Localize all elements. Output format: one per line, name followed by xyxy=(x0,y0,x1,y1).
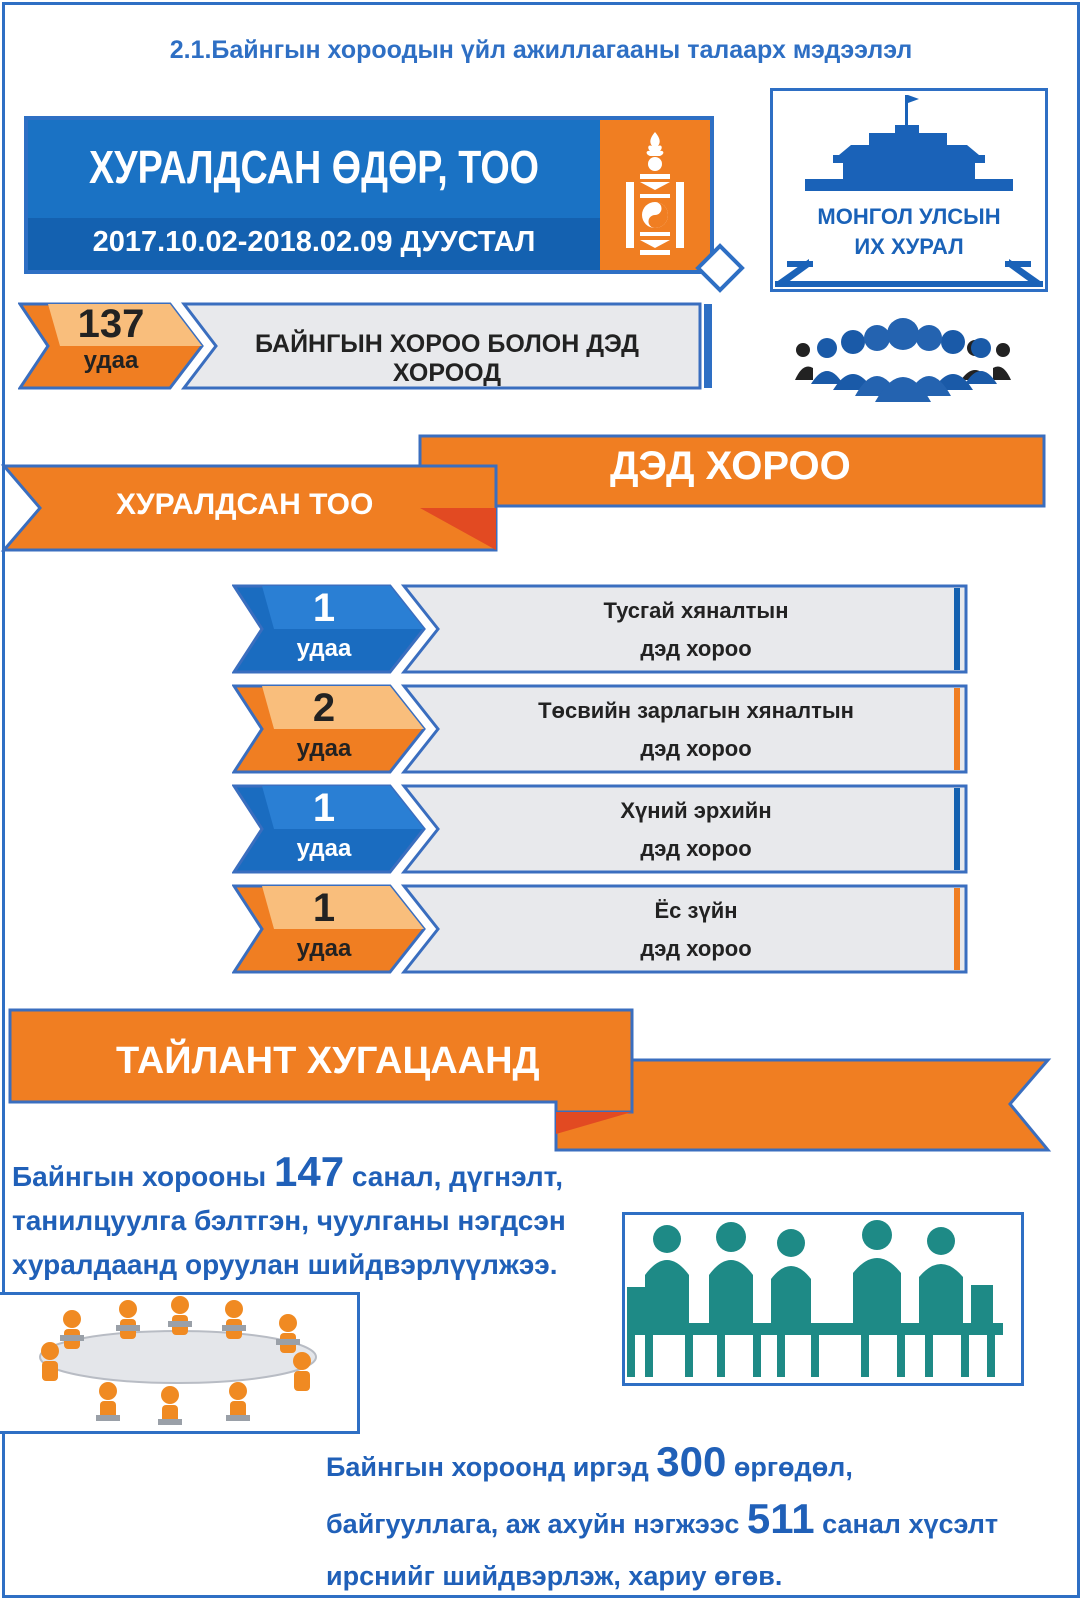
parliament-line1: МОНГОЛ УЛСЫН xyxy=(817,204,1001,229)
subcommittee-label xyxy=(446,892,946,968)
paragraph-proposals-line1 xyxy=(12,1150,612,1199)
subcommittee-row xyxy=(232,884,972,976)
header-period: 2017.10.02-2018.02.09 ДУУСТАЛ xyxy=(92,226,536,258)
subcommittee-count-badge xyxy=(272,886,376,968)
subcommittee-row xyxy=(232,684,972,776)
people-meeting-silhouette-icon xyxy=(625,1215,1021,1383)
header-connector-diamond xyxy=(690,240,750,300)
paragraph-petitions xyxy=(326,1436,1066,1600)
page-title: 2.1.Байнгын хороодын үйл ажиллагааны талаарх мэдээлэл xyxy=(169,36,913,64)
subcommittee-name: Төсвийн зарлагын хяналтын xyxy=(538,698,854,723)
petitions-count: 300 xyxy=(656,1438,727,1485)
subcommittee-type: дэд хороо xyxy=(640,936,752,961)
subcommittee-unit: удаа xyxy=(296,935,352,962)
proposals-text-pre: Байнгын хорооны xyxy=(12,1161,274,1192)
total-count-badge xyxy=(56,304,166,378)
header-title: ХУРАЛДСАН ӨДӨР, ТОО xyxy=(88,141,540,193)
petitions-text-pre: Байнгын хороонд иргэд xyxy=(326,1452,657,1482)
requests-text-post: санал хүсэлт xyxy=(814,1509,999,1539)
paragraph-petitions-line1 xyxy=(326,1436,1066,1493)
total-unit: удаа xyxy=(83,347,139,374)
paragraph-proposals-line2: танилцуулга бэлтгэн, чуулганы нэгдсэн xyxy=(12,1205,566,1236)
subcommittee-count-badge xyxy=(272,786,376,868)
meeting-illustration-box xyxy=(0,1292,360,1434)
total-label: БАЙНГЫН ХОРОО БОЛОН ДЭД ХОРООД xyxy=(255,330,639,387)
total-count: 137 xyxy=(77,302,145,346)
subcommittee-type: дэд хороо xyxy=(640,636,752,661)
report-title: ТАЙЛАНТ ХУГАЦААНД xyxy=(116,1040,540,1082)
subcommittee-label xyxy=(446,792,946,868)
parliament-line2: ИХ ХУРАЛ xyxy=(854,234,964,259)
subcommittee-row xyxy=(232,584,972,676)
requests-count: 511 xyxy=(746,1495,815,1542)
subcommittee-type: дэд хороо xyxy=(640,836,752,861)
paragraph-proposals-line3: хуралдаанд оруулан шийдвэрлүүлжээ. xyxy=(12,1249,558,1280)
petitions-text-mid: өргөдөл, xyxy=(726,1452,853,1482)
subcommittee-unit: удаа xyxy=(296,735,352,762)
paragraph-petitions-line2 xyxy=(326,1493,1066,1550)
subcommittee-type: дэд хороо xyxy=(640,736,752,761)
subcommittee-count: 2 xyxy=(312,686,336,730)
subcommittee-subtitle: ХУРАЛДСАН ТОО xyxy=(116,488,374,521)
subcommittee-unit: удаа xyxy=(296,835,352,862)
requests-text-pre: байгууллага, аж ахуйн нэгжээс xyxy=(326,1509,747,1539)
subcommittee-label xyxy=(446,692,946,768)
subcommittee-unit: удаа xyxy=(296,635,352,662)
paragraph-proposals xyxy=(12,1150,612,1287)
parliament-name xyxy=(770,202,1048,262)
paragraph-petitions-line3: ирснийг шийдвэрлэж, хариу өгөв. xyxy=(326,1561,783,1591)
proposals-count: 147 xyxy=(273,1148,345,1195)
subcommittee-count: 1 xyxy=(312,586,336,630)
subcommittee-label xyxy=(446,592,946,668)
subcommittee-name: Хүний эрхийн xyxy=(620,798,772,823)
subcommittee-title: ДЭД ХОРОО xyxy=(610,444,851,488)
subcommittee-count-badge xyxy=(272,586,376,668)
meeting-table-icon xyxy=(0,1295,356,1431)
subcommittee-name: Ёс зүйн xyxy=(654,898,738,923)
people-group-icon xyxy=(795,318,1011,402)
subcommittee-row xyxy=(232,784,972,876)
subcommittee-count: 1 xyxy=(312,886,336,930)
subcommittee-count: 1 xyxy=(312,786,336,830)
subcommittee-name: Тусгай хяналтын xyxy=(603,598,789,623)
meeting-silhouette-box xyxy=(622,1212,1024,1386)
proposals-text-post: санал, дүгнэлт, xyxy=(344,1161,564,1192)
subcommittee-count-badge xyxy=(272,686,376,768)
